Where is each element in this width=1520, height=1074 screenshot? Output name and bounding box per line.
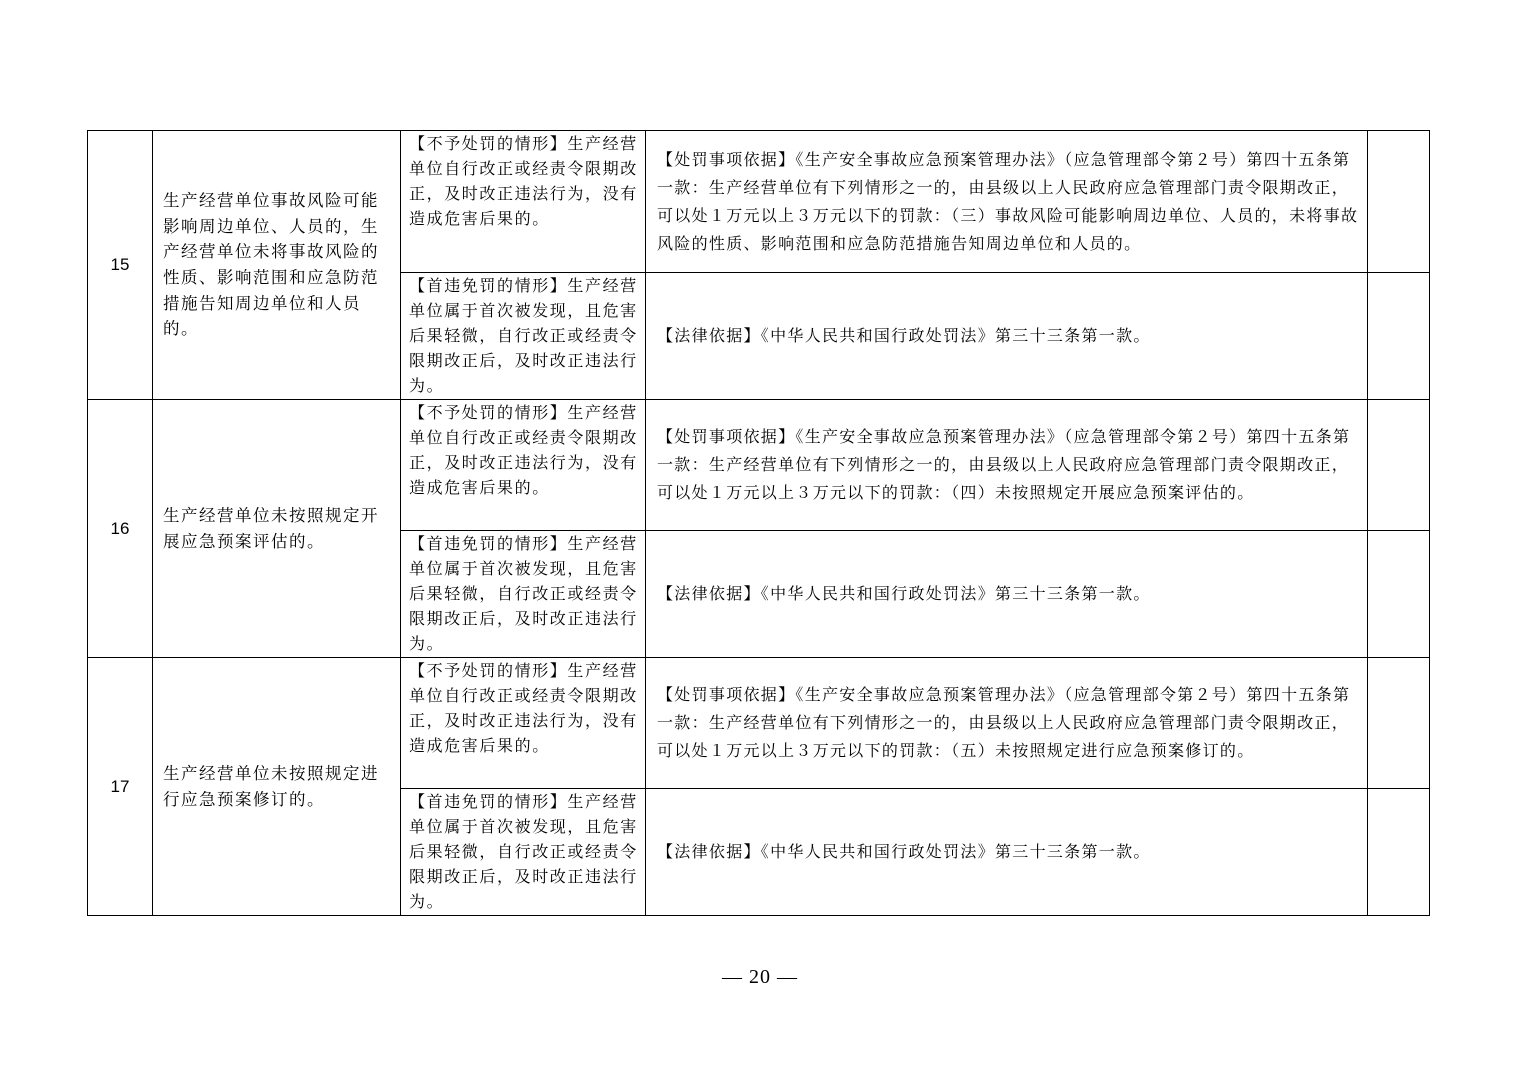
remarks-cell xyxy=(1368,658,1430,789)
page-number: — 20 — xyxy=(722,966,798,988)
remarks-cell xyxy=(1368,531,1430,658)
violation-description: 生产经营单位未按照规定进行应急预案修订的。 xyxy=(153,658,401,916)
row-number: 17 xyxy=(88,658,153,916)
no-penalty-condition: 【不予处罚的情形】生产经营单位自行改正或经责令限期改正，及时改正违法行为，没有造成危害后果的。 xyxy=(401,400,646,531)
legal-basis: 【法律依据】《中华人民共和国行政处罚法》第三十三条第一款。 xyxy=(646,273,1368,400)
penalty-basis: 【处罚事项依据】《生产安全事故应急预案管理办法》（应急管理部令第２号）第四十五条第一款：生产经营单位有下列情形之一的，由县级以上人民政府应急管理部门责令限期改正，可以处１万元以上３万元以下的罚款：（三）事故风险可能影响周边单位、人员的，未将事故风险的性质、影响范围和应急防范措施告知周边单位和人员的。 xyxy=(646,131,1368,273)
legal-basis: 【法律依据】《中华人民共和国行政处罚法》第三十三条第一款。 xyxy=(646,531,1368,658)
penalty-basis: 【处罚事项依据】《生产安全事故应急预案管理办法》（应急管理部令第２号）第四十五条第一款：生产经营单位有下列情形之一的，由县级以上人民政府应急管理部门责令限期改正，可以处１万元以上３万元以下的罚款：（五）未按照规定进行应急预案修订的。 xyxy=(646,658,1368,789)
table-row xyxy=(88,400,1430,531)
first-offense-condition: 【首违免罚的情形】生产经营单位属于首次被发现，且危害后果轻微，自行改正或经责令限期改正后，及时改正违法行为。 xyxy=(401,789,646,916)
row-number: 15 xyxy=(88,131,153,400)
remarks-cell xyxy=(1368,789,1430,916)
legal-basis: 【法律依据】《中华人民共和国行政处罚法》第三十三条第一款。 xyxy=(646,789,1368,916)
remarks-cell xyxy=(1368,131,1430,273)
violation-description: 生产经营单位事故风险可能影响周边单位、人员的，生产经营单位未将事故风险的性质、影响范围和应急防范措施告知周边单位和人员的。 xyxy=(153,131,401,400)
first-offense-condition: 【首违免罚的情形】生产经营单位属于首次被发现，且危害后果轻微，自行改正或经责令限期改正后，及时改正违法行为。 xyxy=(401,531,646,658)
first-offense-condition: 【首违免罚的情形】生产经营单位属于首次被发现，且危害后果轻微，自行改正或经责令限期改正后，及时改正违法行为。 xyxy=(401,273,646,400)
no-penalty-condition: 【不予处罚的情形】生产经营单位自行改正或经责令限期改正，及时改正违法行为，没有造成危害后果的。 xyxy=(401,658,646,789)
penalty-basis: 【处罚事项依据】《生产安全事故应急预案管理办法》（应急管理部令第２号）第四十五条第一款：生产经营单位有下列情形之一的，由县级以上人民政府应急管理部门责令限期改正，可以处１万元以上３万元以下的罚款：（四）未按照规定开展应急预案评估的。 xyxy=(646,400,1368,531)
remarks-cell xyxy=(1368,400,1430,531)
table-row xyxy=(88,658,1430,789)
penalty-table xyxy=(87,130,1430,916)
table-row xyxy=(88,131,1430,273)
row-number: 16 xyxy=(88,400,153,658)
violation-description: 生产经营单位未按照规定开展应急预案评估的。 xyxy=(153,400,401,658)
remarks-cell xyxy=(1368,273,1430,400)
no-penalty-condition: 【不予处罚的情形】生产经营单位自行改正或经责令限期改正，及时改正违法行为，没有造成危害后果的。 xyxy=(401,131,646,273)
